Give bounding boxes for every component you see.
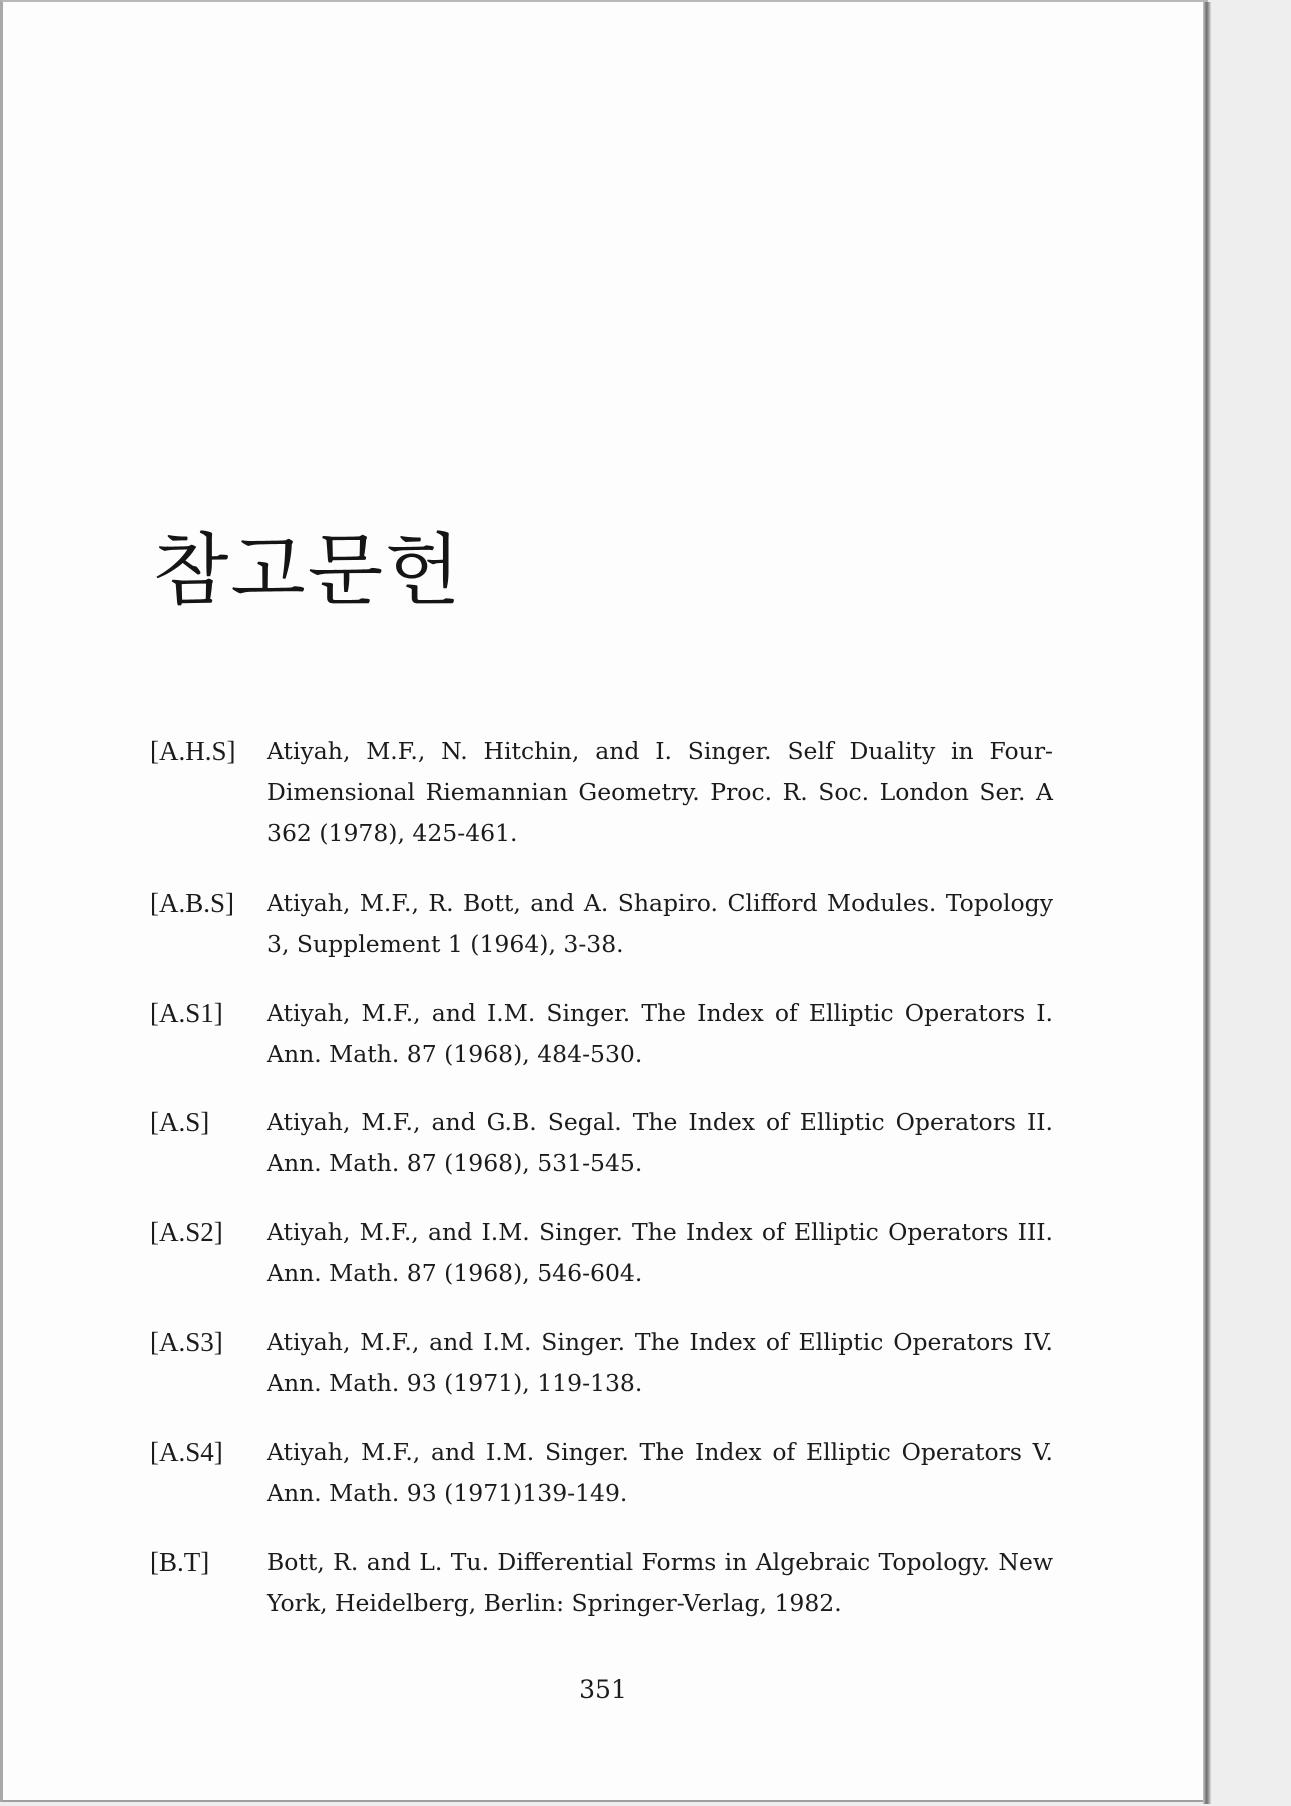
reference-text: Atiyah, M.F., and I.M. Singer. The Index of Elliptic Operators IV. Ann. Math. 93 (1971), 119-138. [267, 1328, 1053, 1397]
page-title: 참고문헌 [153, 526, 463, 616]
page-edge-shadow [1203, 2, 1211, 1804]
reference-text: Atiyah, M.F., and I.M. Singer. The Index of Elliptic Operators I. Ann. Math. 87 (1968), 484-530. [267, 999, 1053, 1068]
reference-label: [A.B.S] [150, 888, 235, 918]
reference-text: Atiyah, M.F., and G.B. Segal. The Index of Elliptic Operators II. Ann. Math. 87 (1968), 531-545. [267, 1108, 1053, 1177]
reference-text: Bott, R. and L. Tu. Differential Forms in Algebraic Topology. New York, Heidelberg, Berlin: Springer-Verlag, 1982. [267, 1548, 1053, 1617]
reference-text: Atiyah, M.F., and I.M. Singer. The Index of Elliptic Operators V. Ann. Math. 93 (1971)139-149. [267, 1438, 1053, 1507]
reference-text: Atiyah, M.F., and I.M. Singer. The Index of Elliptic Operators III. Ann. Math. 87 (1968), 546-604. [267, 1218, 1053, 1287]
reference-label: [A.H.S] [150, 736, 236, 766]
reference-label: [A.S4] [150, 1437, 223, 1467]
reference-label: [A.S2] [150, 1217, 223, 1247]
reference-text: Atiyah, M.F., N. Hitchin, and I. Singer. Self Duality in Four-Dimensional Riemannian Geometry. Proc. R. Soc. London Ser. A 362 (1978), 425-461. [267, 737, 1053, 847]
reference-text: Atiyah, M.F., R. Bott, and A. Shapiro. Clifford Modules. Topology 3, Supplement 1 (1964), 3-38. [267, 889, 1053, 958]
page-number: 351 [579, 1675, 627, 1704]
reference-label: [A.S3] [150, 1327, 223, 1357]
reference-label: [A.S] [150, 1107, 210, 1137]
reference-label: [A.S1] [150, 998, 223, 1028]
reference-label: [B.T] [150, 1547, 210, 1577]
